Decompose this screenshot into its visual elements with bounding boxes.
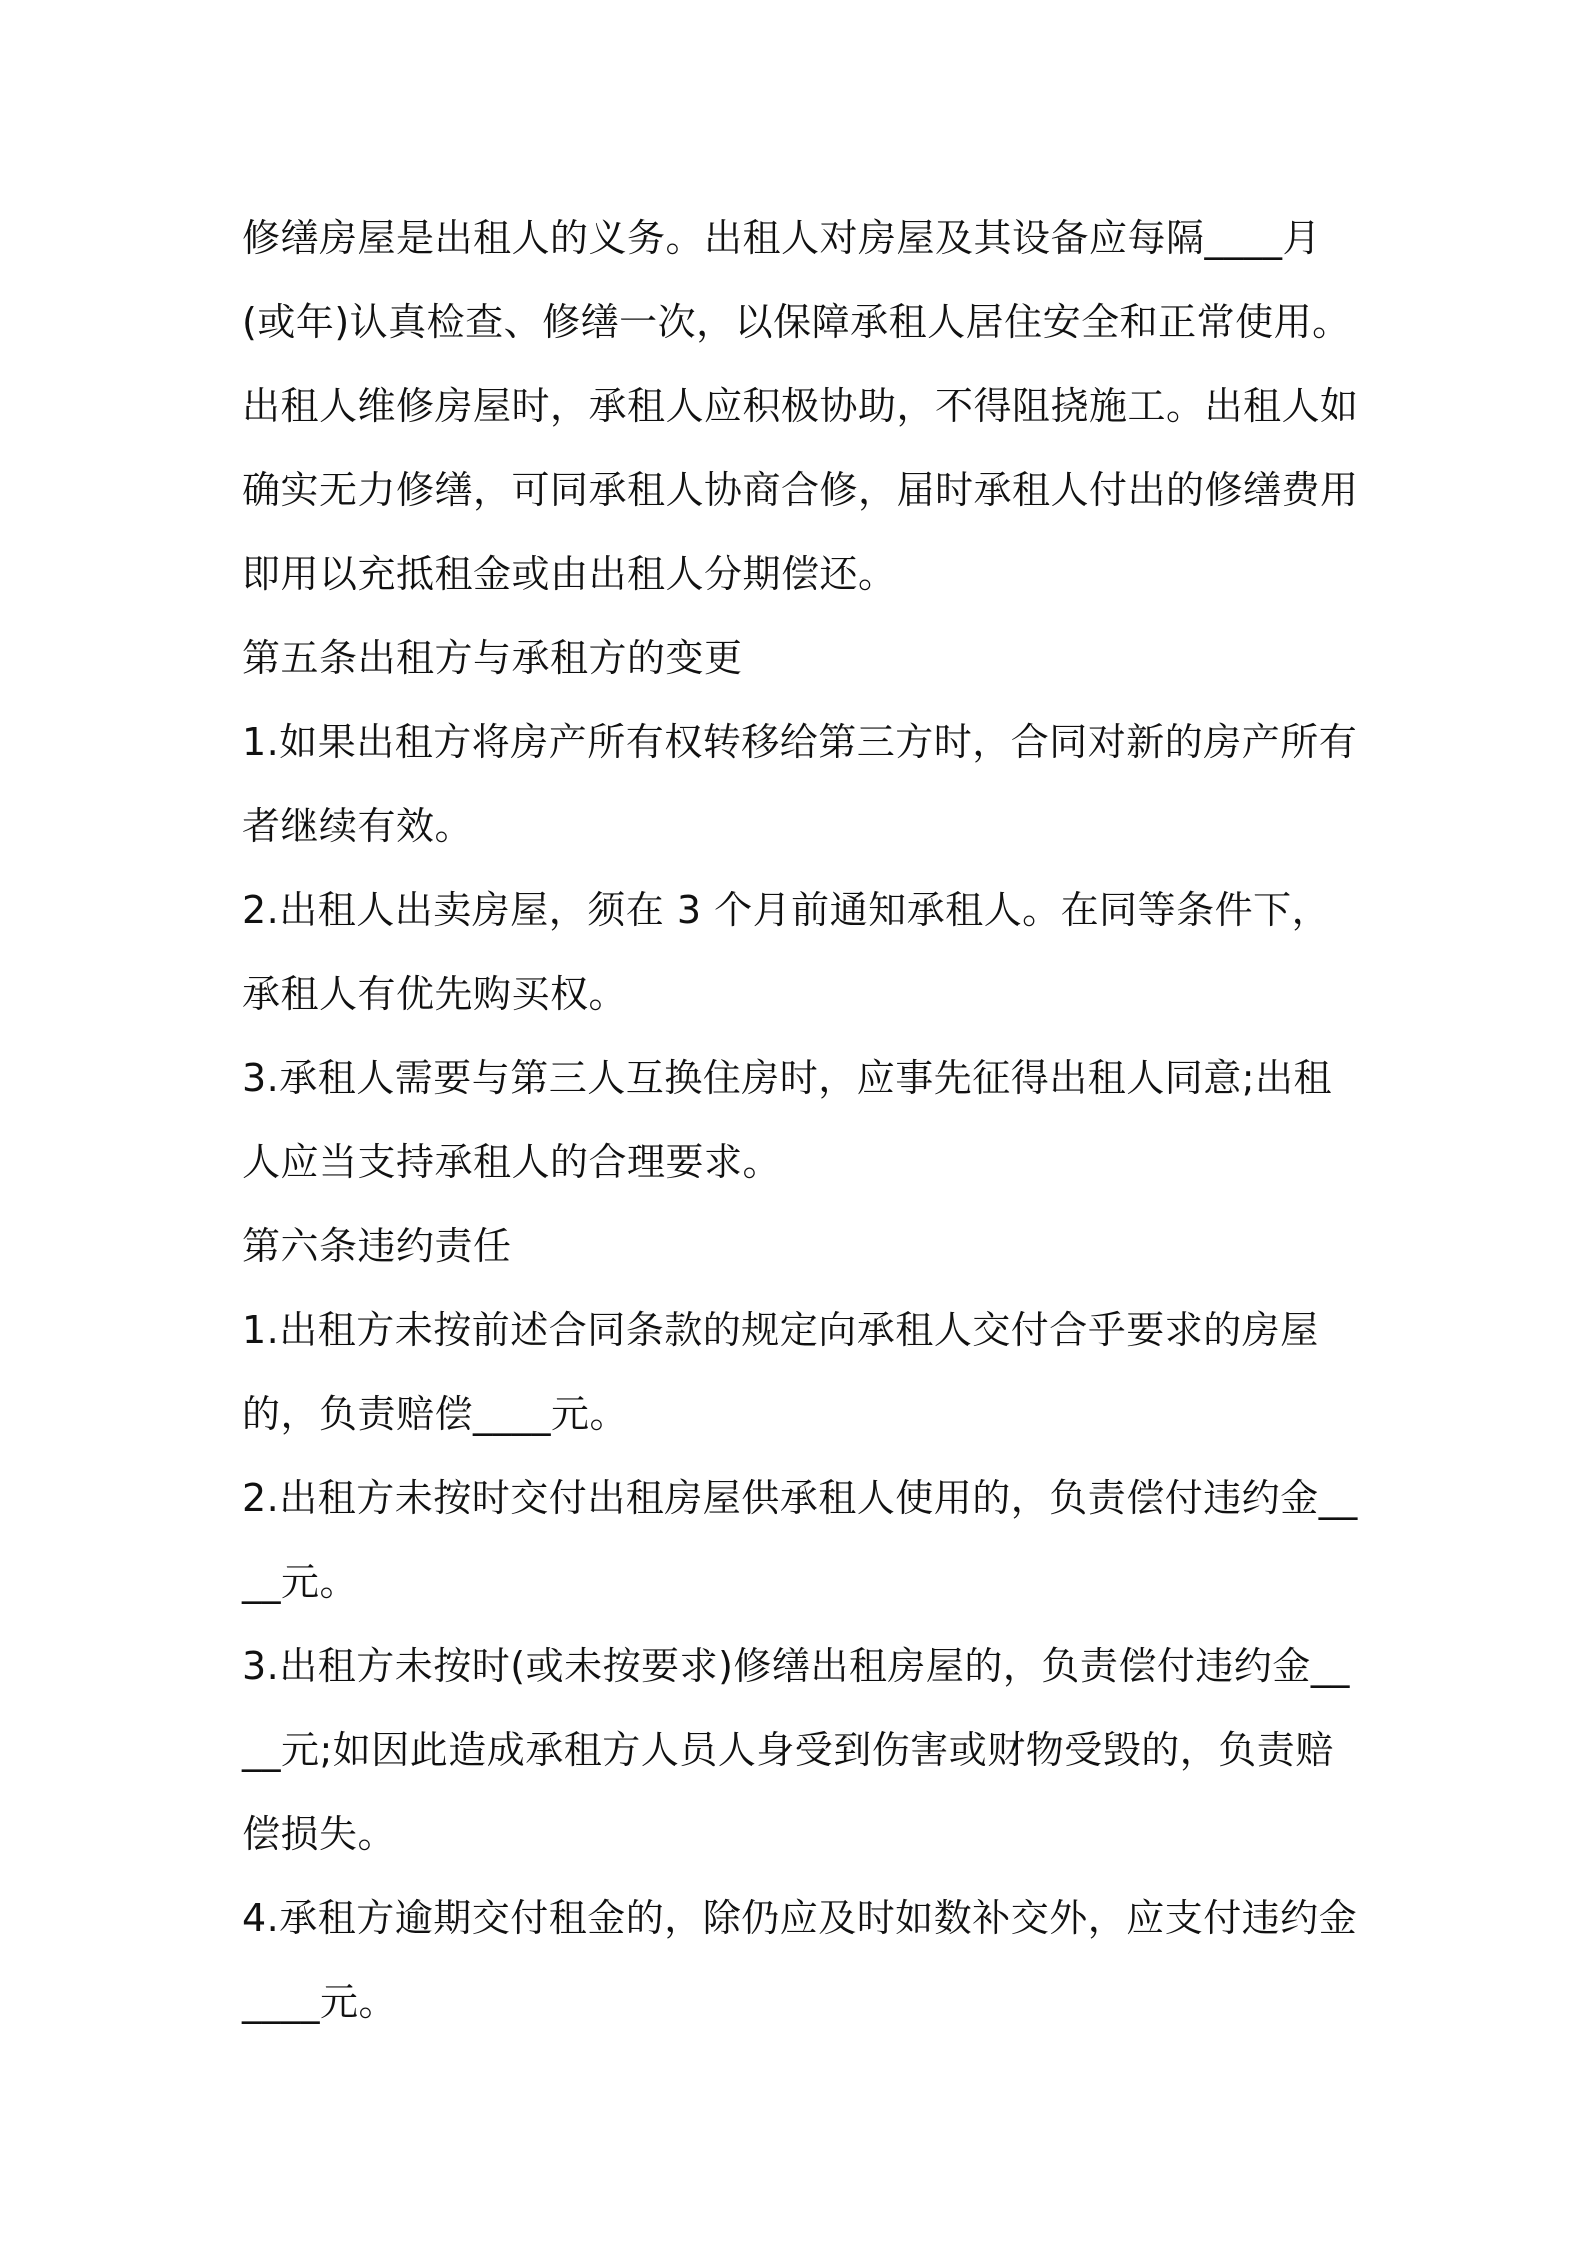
clause-6-2: 2.出租方未按时交付出租房屋供承租人使用的，负责偿付违约金____元。 — [242, 1476, 1358, 1604]
section-heading-article-5: 第五条出租方与承租方的变更 — [242, 636, 743, 680]
paragraph-repair-cooperation: 出租人维修房屋时，承租人应积极协助，不得阻挠施工。出租人如确实无力修缮，可同承租人协商合修，届时承租人付出的修缮费用即用以充抵租金或由出租人分期偿还。 — [242, 384, 1359, 596]
document-body — [242, 196, 1360, 2044]
clause-6-1: 1.出租方未按前述合同条款的规定向承租人交付合乎要求的房屋的，负责赔偿____元。 — [242, 1308, 1319, 1436]
section-heading-article-6: 第六条违约责任 — [242, 1224, 512, 1268]
clause-6-3: 3.出租方未按时(或未按要求)修缮出租房屋的，负责偿付违约金____元;如因此造成承租方人员人身受到伤害或财物受毁的，负责赔偿损失。 — [242, 1644, 1350, 1856]
clause-5-2: 2.出租人出卖房屋，须在 3 个月前通知承租人。在同等条件下，承租人有优先购买权。 — [242, 888, 1331, 1016]
clause-5-1: 1.如果出租方将房产所有权转移给第三方时，合同对新的房产所有者继续有效。 — [242, 720, 1358, 848]
clause-5-3: 3.承租人需要与第三人互换住房时，应事先征得出租人同意;出租人应当支持承租人的合理要求。 — [242, 1056, 1333, 1184]
clause-6-4: 4.承租方逾期交付租金的，除仍应及时如数补交外，应支付违约金____元。 — [242, 1896, 1358, 2024]
paragraph-repair-obligation: 修缮房屋是出租人的义务。出租人对房屋及其设备应每隔____月(或年)认真检查、修缮一次，以保障承租人居住安全和正常使用。 — [242, 216, 1351, 344]
